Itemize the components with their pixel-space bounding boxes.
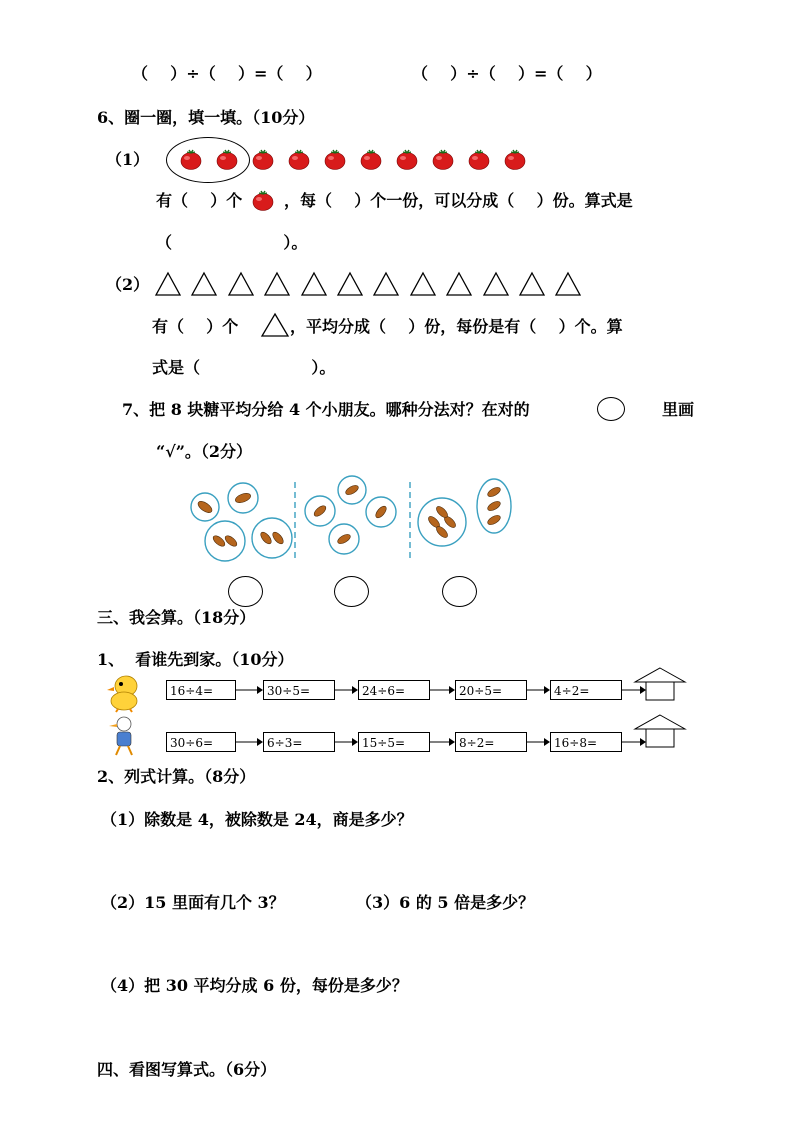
answer-circle-2[interactable] (334, 576, 369, 607)
triangle-icon (336, 271, 364, 297)
q6-part2-label: （2） (106, 275, 150, 294)
q6-p2-line1-a: 有（ ）个 (152, 317, 239, 336)
apple-icon (360, 148, 382, 170)
calc-box[interactable]: 16÷4= (166, 680, 236, 700)
calc-box[interactable]: 16÷8= (550, 732, 622, 752)
triangle-icon (372, 271, 400, 297)
triangle-icon (190, 271, 218, 297)
apple-group-circle (166, 137, 250, 183)
answer-circle-icon (597, 397, 625, 421)
calc-box[interactable]: 15÷5= (358, 732, 430, 752)
q6-part1-label: （1） (106, 150, 150, 169)
q7-line1-end: 里画 (662, 400, 695, 419)
triangle-icon (154, 271, 182, 297)
arrow-icon (335, 685, 358, 695)
sec3-q2-3: （3）6 的 5 倍是多少？ (356, 893, 535, 912)
q7-line2: “√”。（2分） (156, 442, 253, 461)
arrow-icon (236, 737, 263, 747)
arrow-icon (430, 737, 455, 747)
arrow-icon (527, 685, 550, 695)
arrow-icon (430, 685, 455, 695)
triangle-icon (518, 271, 546, 297)
calc-box[interactable]: 4÷2= (550, 680, 622, 700)
triangle-icon (227, 271, 255, 297)
apple-icon (504, 148, 526, 170)
triangle-icon (260, 312, 290, 338)
apple-icon (288, 148, 310, 170)
calc-box[interactable]: 30÷5= (263, 680, 335, 700)
arrow-icon (527, 737, 550, 747)
sec3-q2-1: （1）除数是 4，被除数是 24，商是多少？ (101, 810, 413, 829)
calc-box[interactable]: 8÷2= (455, 732, 527, 752)
calc-box[interactable]: 6÷3= (263, 732, 335, 752)
house-icon (632, 667, 688, 703)
arrow-icon (335, 737, 358, 747)
answer-circle-3[interactable] (442, 576, 477, 607)
duck-icon (104, 716, 140, 756)
top-equation-right: （ ）÷（ ）=（ ） (412, 64, 602, 83)
triangle-icon (409, 271, 437, 297)
answer-circle-1[interactable] (228, 576, 263, 607)
sec3-q2-title: 2、列式计算。（8分） (97, 767, 256, 786)
sec3-q1-title: 1、 看谁先到家。（10分） (97, 650, 294, 669)
q6-p2-line1-b: ，平均分成（ ）份，每份是有（ ）个。算 (290, 317, 623, 336)
calc-box[interactable]: 20÷5= (455, 680, 527, 700)
q6-p1-line1-b: ，每（ ）个一份，可以分成（ ）份。算式是 (284, 191, 633, 210)
house-icon (632, 714, 688, 750)
q6-p1-line1-a: 有（ ）个 (156, 191, 243, 210)
arrow-icon (236, 685, 263, 695)
triangle-icon (263, 271, 291, 297)
calc-box[interactable]: 30÷6= (166, 732, 236, 752)
candy-groups-picture (185, 474, 525, 564)
triangle-icon (482, 271, 510, 297)
calc-box[interactable]: 24÷6= (358, 680, 430, 700)
apple-icon (396, 148, 418, 170)
apple-icon (324, 148, 346, 170)
sec3-q2-4: （4）把 30 平均分成 6 份，每份是多少？ (101, 976, 408, 995)
q7-line1: 7、把 8 块糖平均分给 4 个小朋友。哪种分法对？在对的 (122, 400, 530, 419)
top-equation-left: （ ）÷（ ）=（ ） (132, 64, 322, 83)
apple-icon (468, 148, 490, 170)
triangle-icon (300, 271, 328, 297)
apple-icon (432, 148, 454, 170)
sec3-title: 三、我会算。（18分） (97, 608, 256, 627)
triangle-icon (554, 271, 582, 297)
q6-p2-line2: 式是（ ）。 (152, 358, 336, 377)
sec3-q2-2: （2）15 里面有几个 3？ (101, 893, 285, 912)
chick-icon (104, 672, 144, 712)
apple-icon (252, 148, 274, 170)
q6-title: 6、圈一圈，填一填。（10分） (97, 108, 315, 127)
triangle-icon (445, 271, 473, 297)
q6-p1-line2: （ ）。 (156, 233, 308, 252)
apple-icon (252, 189, 274, 211)
sec4-title: 四、看图写算式。（6分） (97, 1060, 277, 1079)
